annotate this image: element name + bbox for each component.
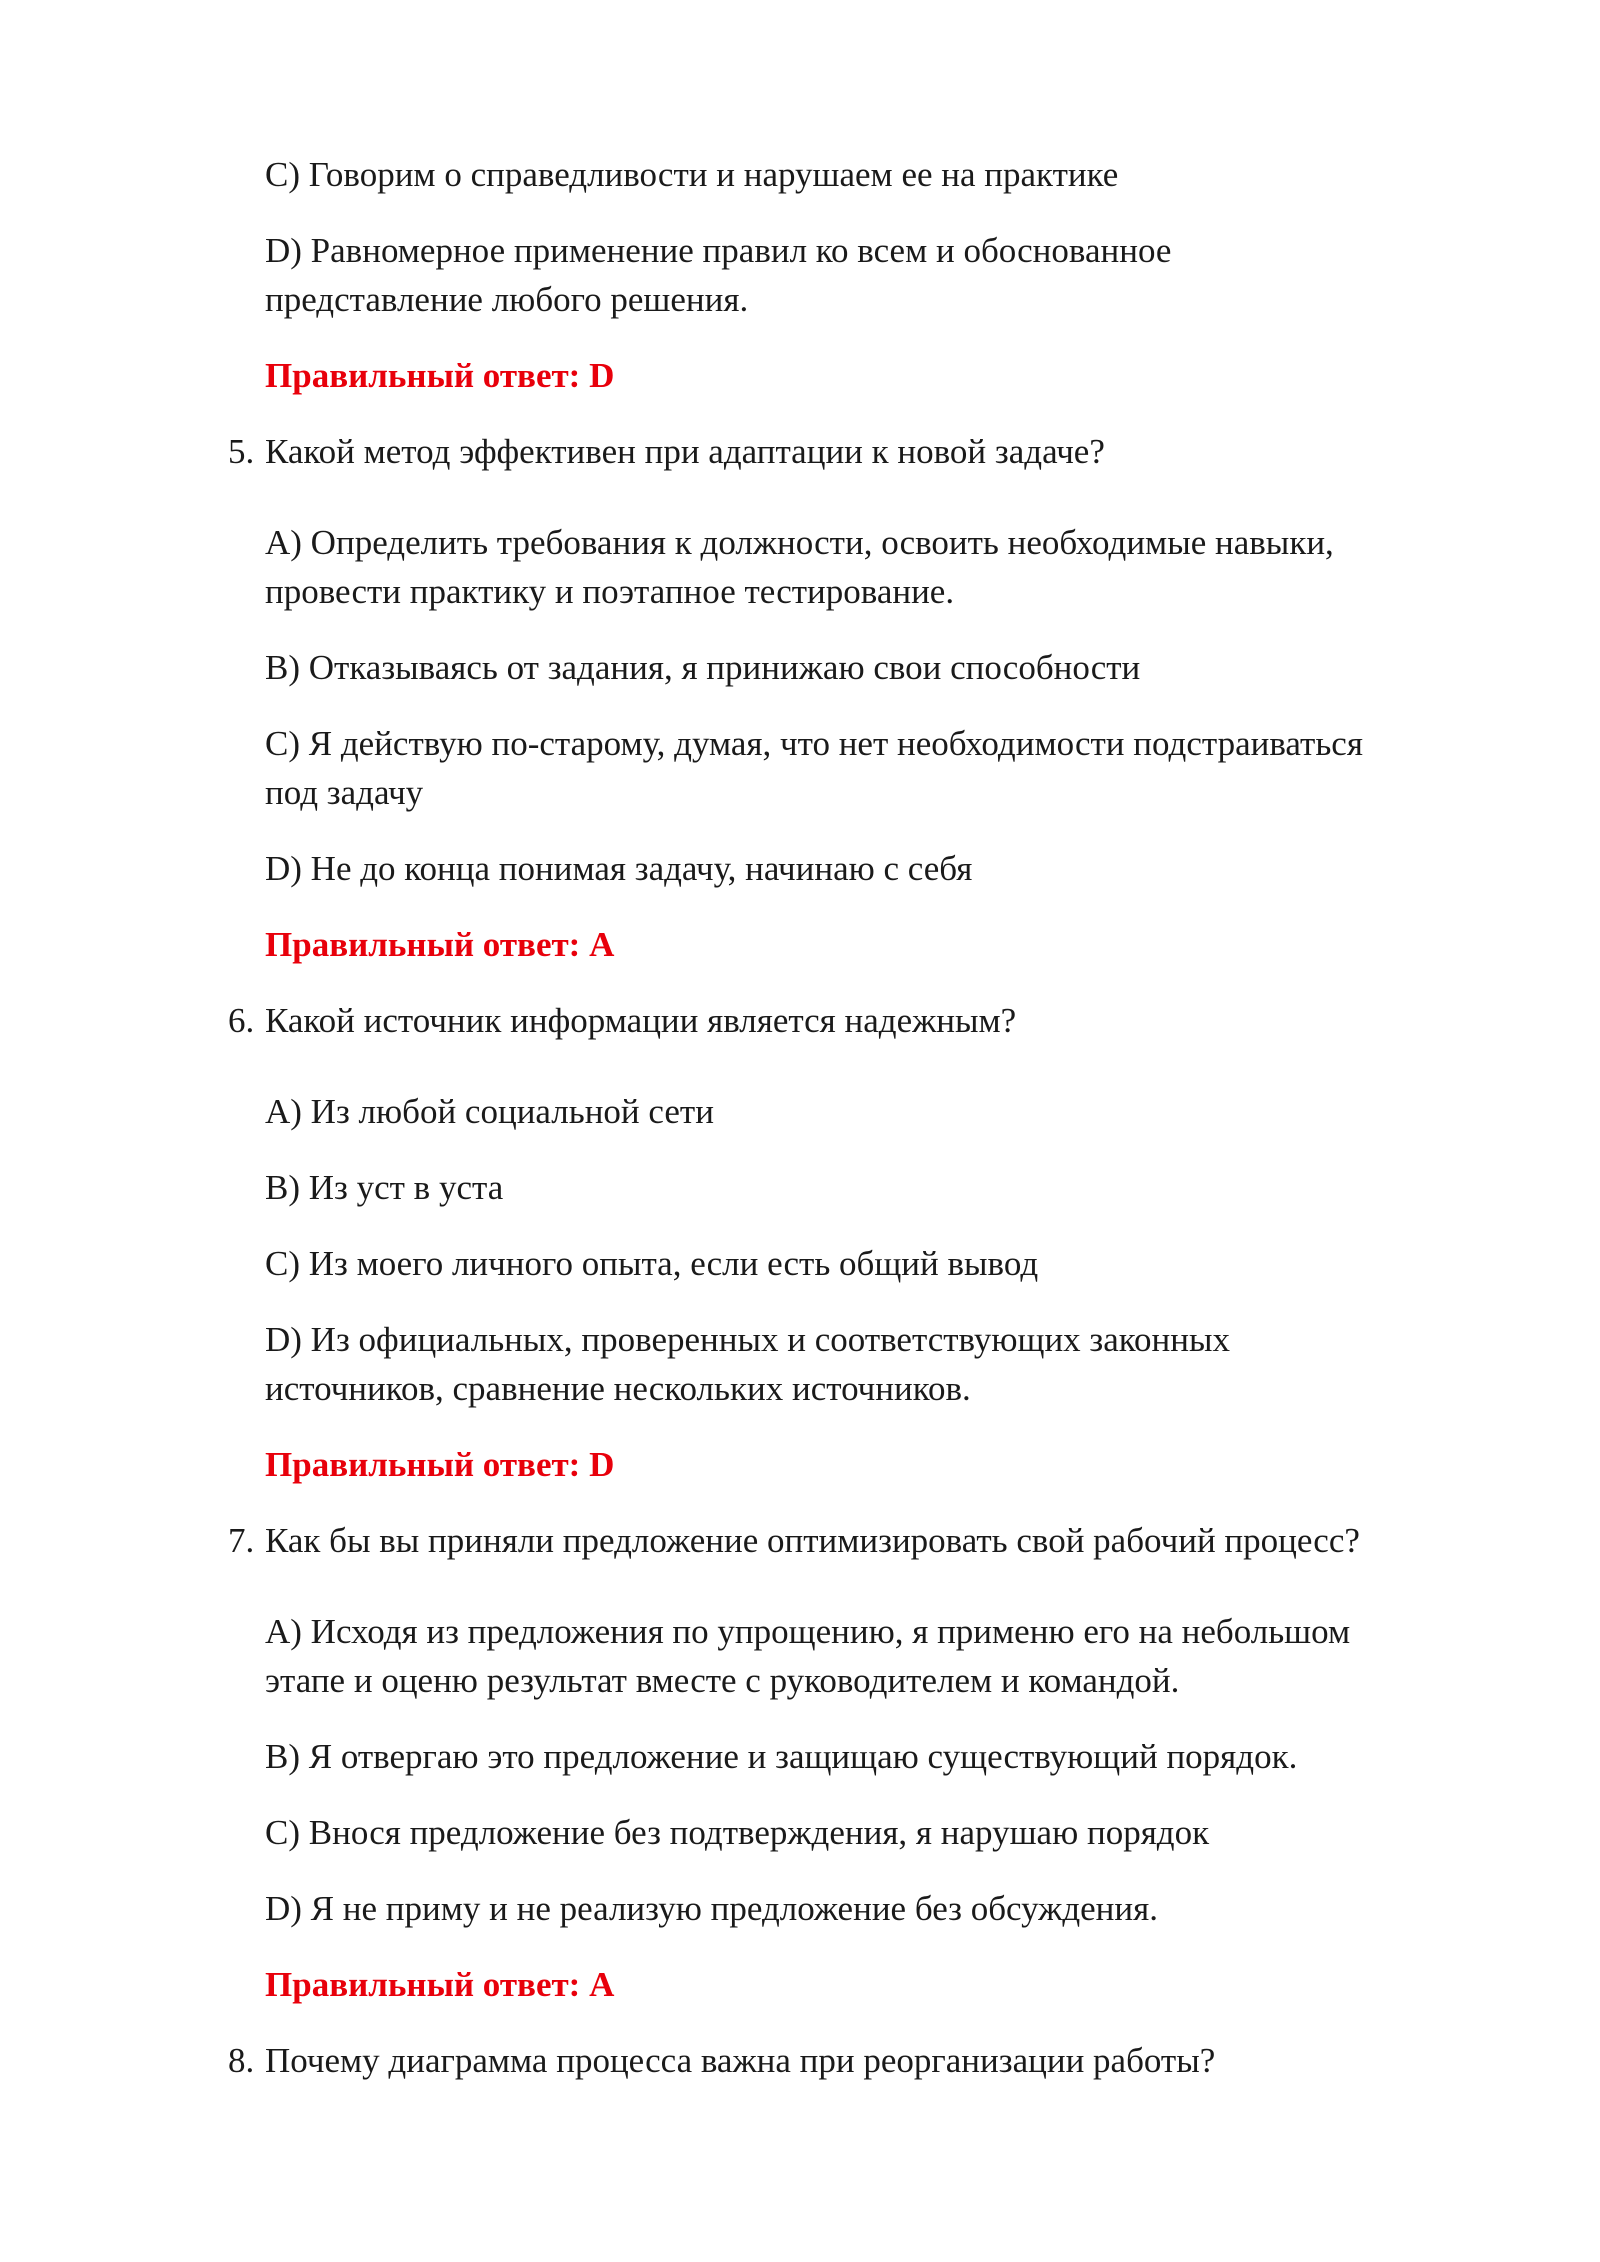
answer-5: Правильный ответ: A (265, 925, 615, 964)
option-6-d-cont: источников, сравнение нескольких источников. (265, 1369, 971, 1408)
question-text-7: Как бы вы приняли предложение оптимизировать свой рабочий процесс? (265, 1521, 1360, 1560)
option-7-b: B) Я отвергаю это предложение и защищаю существующий порядок. (265, 1737, 1298, 1776)
option-6-d: D) Из официальных, проверенных и соответствующих законных (265, 1320, 1230, 1359)
option-5-a: A) Определить требования к должности, освоить необходимые навыки, (265, 523, 1334, 562)
question-number-8: 8. (228, 2041, 255, 2080)
option-prev-d-cont: представление любого решения. (265, 280, 749, 319)
answer-6: Правильный ответ: D (265, 1445, 615, 1484)
question-number-5: 5. (228, 432, 255, 471)
option-5-c-cont: под задачу (265, 773, 424, 812)
answer-7: Правильный ответ: A (265, 1965, 615, 2004)
option-7-a: A) Исходя из предложения по упрощению, я применю его на небольшом (265, 1612, 1351, 1651)
option-7-c: C) Внося предложение без подтверждения, я нарушаю порядок (265, 1813, 1210, 1852)
question-number-6: 6. (228, 1001, 255, 1040)
answer-prev: Правильный ответ: D (265, 356, 615, 395)
option-prev-c: C) Говорим о справедливости и нарушаем ее на практике (265, 155, 1119, 194)
option-7-d: D) Я не приму и не реализую предложение без обсуждения. (265, 1889, 1158, 1928)
option-6-c: C) Из моего личного опыта, если есть общий вывод (265, 1244, 1039, 1283)
option-5-d: D) Не до конца понимая задачу, начинаю с себя (265, 849, 973, 888)
option-7-a-cont: этапе и оценю результат вместе с руководителем и командой. (265, 1661, 1180, 1700)
question-text-6: Какой источник информации является надежным? (265, 1001, 1017, 1040)
question-text-5: Какой метод эффективен при адаптации к новой задаче? (265, 432, 1105, 471)
option-6-a: A) Из любой социальной сети (265, 1092, 714, 1131)
option-5-b: B) Отказываясь от задания, я принижаю свои способности (265, 648, 1141, 687)
option-5-a-cont: провести практику и поэтапное тестирование. (265, 572, 955, 611)
question-text-8: Почему диаграмма процесса важна при реорганизации работы? (265, 2041, 1216, 2080)
option-5-c: C) Я действую по-старому, думая, что нет необходимости подстраиваться (265, 724, 1363, 763)
question-number-7: 7. (228, 1521, 255, 1560)
option-prev-d: D) Равномерное применение правил ко всем и обоснованное (265, 231, 1172, 270)
option-6-b: B) Из уст в уста (265, 1168, 504, 1207)
